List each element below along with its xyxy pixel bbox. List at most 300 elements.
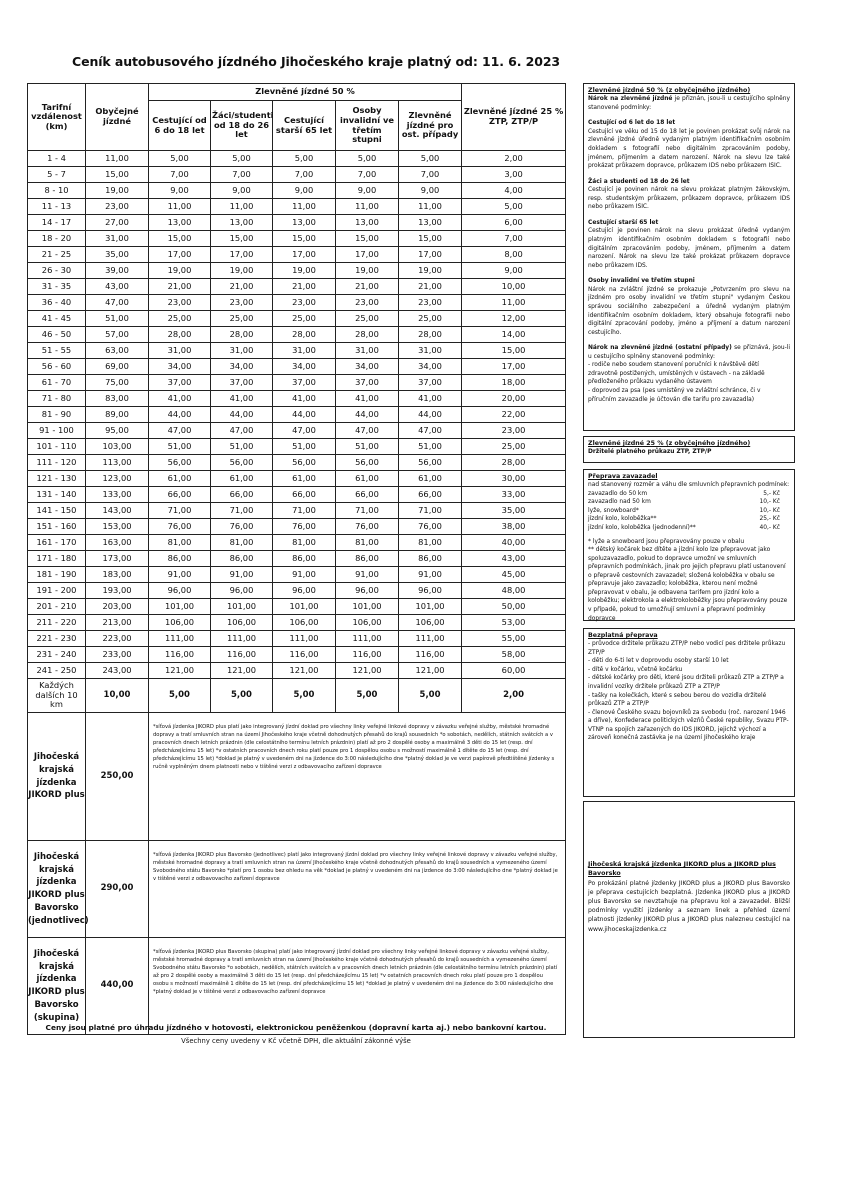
table-cell: 106,00 <box>273 615 336 631</box>
table-cell: 23,00 <box>149 295 211 311</box>
section-title: Cestující od 6 let do 18 let <box>588 120 676 127</box>
table-row <box>28 295 566 311</box>
table-cell: 17,00 <box>211 247 273 263</box>
regular-fare-cell: 39,00 <box>86 263 149 279</box>
distance-cell: 241 - 250 <box>28 663 86 679</box>
table-row <box>28 375 566 391</box>
each-10km-label: Každých dalších 10 km <box>28 679 86 713</box>
header-disabled: Osoby invalidní ve třetím stupni <box>336 101 399 151</box>
distance-cell: 111 - 120 <box>28 455 86 471</box>
list-item <box>588 515 790 524</box>
table-cell: 47,00 <box>336 423 399 439</box>
regular-fare-cell: 153,00 <box>86 519 149 535</box>
table-cell: 38,00 <box>462 519 566 535</box>
distance-cell: 201 - 210 <box>28 599 86 615</box>
table-cell: 41,00 <box>336 391 399 407</box>
distance-cell: 141 - 150 <box>28 503 86 519</box>
table-cell: 34,00 <box>399 359 462 375</box>
page-title: Ceník autobusového jízdného Jihočeského kraje platný od: 11. 6. 2023 <box>72 54 561 69</box>
table-cell: 81,00 <box>273 535 336 551</box>
table-cell: 111,00 <box>399 631 462 647</box>
table-cell: 5,00 <box>149 679 211 713</box>
distance-cell: 14 - 17 <box>28 215 86 231</box>
table-cell: 116,00 <box>211 647 273 663</box>
footnote: * lyže a snowboard jsou přepravovány pouze v obalu <box>588 538 745 545</box>
table-cell: 25,00 <box>399 311 462 327</box>
table-cell: 31,00 <box>149 343 211 359</box>
list-item: - děti do 6-ti let v doprovodu osoby starší 10 let <box>588 658 729 665</box>
table-cell: 71,00 <box>273 503 336 519</box>
table-row <box>28 567 566 583</box>
table-row <box>28 231 566 247</box>
table-cell: 17,00 <box>336 247 399 263</box>
section-title: Žáci a studenti od 18 do 26 let <box>588 178 690 185</box>
table-cell: 6,00 <box>462 215 566 231</box>
table-cell: 41,00 <box>399 391 462 407</box>
distance-cell: 41 - 45 <box>28 311 86 327</box>
regular-fare-cell: 223,00 <box>86 631 149 647</box>
table-cell: 10,00 <box>86 679 149 713</box>
distance-cell: 51 - 55 <box>28 343 86 359</box>
distance-cell: 18 - 20 <box>28 231 86 247</box>
regular-fare-cell: 113,00 <box>86 455 149 471</box>
regular-fare-cell: 183,00 <box>86 567 149 583</box>
table-cell: 91,00 <box>399 567 462 583</box>
box-heading: Bezplatná přeprava <box>588 632 658 639</box>
free-transport-list <box>588 640 790 743</box>
table-cell: 31,00 <box>273 343 336 359</box>
table-cell: 61,00 <box>273 471 336 487</box>
table-cell: 5,00 <box>462 199 566 215</box>
table-cell: 121,00 <box>211 663 273 679</box>
table-cell: 121,00 <box>273 663 336 679</box>
regular-fare-cell: 23,00 <box>86 199 149 215</box>
regular-fare-cell: 213,00 <box>86 615 149 631</box>
table-cell: 51,00 <box>211 439 273 455</box>
table-cell: 9,00 <box>149 183 211 199</box>
regular-fare-cell: 103,00 <box>86 439 149 455</box>
table-cell: 51,00 <box>336 439 399 455</box>
table-cell: 21,00 <box>211 279 273 295</box>
table-row <box>28 407 566 423</box>
table-cell: 61,00 <box>211 471 273 487</box>
table-cell: 34,00 <box>336 359 399 375</box>
table-row <box>28 183 566 199</box>
table-cell: 55,00 <box>462 631 566 647</box>
table-cell: 12,00 <box>462 311 566 327</box>
table-cell: 5,00 <box>399 151 462 167</box>
table-cell: 28,00 <box>399 327 462 343</box>
table-cell: 81,00 <box>399 535 462 551</box>
table-cell: 44,00 <box>336 407 399 423</box>
table-cell: 66,00 <box>211 487 273 503</box>
list-item: - doprovod za psa (pes umístěný ve zvláštní schránce, či v příručním zavazadle je účtován dle tarifu pro zavazadla) <box>588 388 761 403</box>
regular-fare-cell: 35,00 <box>86 247 149 263</box>
table-cell: 5,00 <box>273 679 336 713</box>
table-cell: 9,00 <box>211 183 273 199</box>
regular-fare-cell: 173,00 <box>86 551 149 567</box>
table-cell: 35,00 <box>462 503 566 519</box>
table-cell: 51,00 <box>399 439 462 455</box>
ticket-note: *síťová jízdenka JIKORD plus Bavorsko (jednotlivec) platí jako integrovaný jízdní doklad pro všechny linky veřejné linkové dopravy v závazku veřejné služby, městské hromadné dopravy a tratí smluvních stran na území Jihočeského kraje včetně dohodnutých přesahů do krajů sousedních a vymezeného území Svobodného státu Bavorsko *platí pro 1 osobu bez ohledu na věk *doklad je platný v uvedeném dni na jízdence do 3:00 následujícího dne *platný doklad je v tištěné verzi z odbavovacího zařízení dopravce <box>149 841 566 938</box>
table-row <box>28 631 566 647</box>
table-cell: 81,00 <box>336 535 399 551</box>
table-cell: 91,00 <box>149 567 211 583</box>
luggage-price-list <box>588 490 790 533</box>
list-item: - členové Českého svazu bojovníků za svobodu (roč. narození 1946 a dříve), Konfederace politických vězňů České republiky, Svazu PTP-VTNP na spojích zařazených do IDS JIKORD, jejichž výchozí a zároveň konečná zastávka je na území Jihočeského kraje <box>588 709 789 742</box>
table-row <box>28 423 566 439</box>
table-cell: 5,00 <box>336 679 399 713</box>
table-cell: 11,00 <box>211 199 273 215</box>
section-title: Osoby invalidní ve třetím stupni <box>588 278 695 285</box>
table-cell: 101,00 <box>399 599 462 615</box>
table-cell: 2,00 <box>462 151 566 167</box>
table-cell: 25,00 <box>462 439 566 455</box>
header-regular: Obyčejné jízdné <box>86 84 149 151</box>
list-item: - dětské kočárky pro děti, které jsou držiteli průkazů ZTP a ZTP/P a invalidní vozíky držitele průkazů ZTP a ZTP/P <box>588 675 784 690</box>
regular-fare-cell: 15,00 <box>86 167 149 183</box>
table-cell: 101,00 <box>273 599 336 615</box>
item-label: lyže, snowboard* <box>588 507 639 514</box>
table-cell: 13,00 <box>149 215 211 231</box>
table-row <box>28 647 566 663</box>
item-price: 5,- Kč <box>763 490 780 497</box>
table-cell: 15,00 <box>149 231 211 247</box>
table-cell: 40,00 <box>462 535 566 551</box>
regular-fare-cell: 193,00 <box>86 583 149 599</box>
jikord-info-box <box>583 801 795 1038</box>
table-cell: 61,00 <box>336 471 399 487</box>
table-row <box>28 519 566 535</box>
table-cell: 9,00 <box>336 183 399 199</box>
table-cell: 9,00 <box>399 183 462 199</box>
table-cell: 28,00 <box>462 455 566 471</box>
table-cell: 21,00 <box>336 279 399 295</box>
table-cell: 44,00 <box>273 407 336 423</box>
header-students: Žáci/studenti od 18 do 26 let <box>211 101 273 151</box>
table-cell: 96,00 <box>273 583 336 599</box>
distance-cell: 131 - 140 <box>28 487 86 503</box>
regular-fare-cell: 83,00 <box>86 391 149 407</box>
regular-fare-cell: 133,00 <box>86 487 149 503</box>
regular-fare-cell: 19,00 <box>86 183 149 199</box>
table-cell: 44,00 <box>211 407 273 423</box>
table-cell: 7,00 <box>211 167 273 183</box>
item-label: zavazadlo do 50 km <box>588 490 648 497</box>
table-cell: 66,00 <box>399 487 462 503</box>
table-cell: 111,00 <box>336 631 399 647</box>
ticket-price: 440,00 <box>86 938 149 1035</box>
table-cell: 3,00 <box>462 167 566 183</box>
regular-fare-cell: 95,00 <box>86 423 149 439</box>
table-cell: 44,00 <box>149 407 211 423</box>
distance-cell: 1 - 4 <box>28 151 86 167</box>
ticket-name: Jihočeská krajská jízdenka JIKORD plus Bavorsko (skupina) <box>28 938 86 1035</box>
table-cell: 19,00 <box>149 263 211 279</box>
list-item <box>588 490 790 499</box>
table-cell: 18,00 <box>462 375 566 391</box>
table-cell: 11,00 <box>399 199 462 215</box>
table-row <box>28 487 566 503</box>
table-cell: 41,00 <box>273 391 336 407</box>
table-cell: 8,00 <box>462 247 566 263</box>
box-heading: Jihočeská krajská jízdenka JIKORD plus a JIKORD plus Bavorsko <box>588 861 776 878</box>
table-cell: 25,00 <box>149 311 211 327</box>
box-heading: Zlevněné jízdné 25 % (z obyčejného jízdného) <box>588 440 751 447</box>
ticket-row-jikord-plus <box>28 713 566 841</box>
table-cell: 23,00 <box>399 295 462 311</box>
table-cell: 7,00 <box>336 167 399 183</box>
table-cell: 5,00 <box>336 151 399 167</box>
regular-fare-cell: 89,00 <box>86 407 149 423</box>
table-cell: 86,00 <box>399 551 462 567</box>
table-cell: 86,00 <box>273 551 336 567</box>
table-cell: 21,00 <box>273 279 336 295</box>
table-cell: 17,00 <box>462 359 566 375</box>
table-row <box>28 583 566 599</box>
table-cell: 116,00 <box>399 647 462 663</box>
table-row <box>28 535 566 551</box>
table-row <box>28 167 566 183</box>
table-cell: 23,00 <box>211 295 273 311</box>
table-cell: 76,00 <box>149 519 211 535</box>
table-cell: 33,00 <box>462 487 566 503</box>
item-price: 10,- Kč <box>759 499 780 506</box>
regular-fare-cell: 123,00 <box>86 471 149 487</box>
table-cell: 71,00 <box>336 503 399 519</box>
table-cell: 28,00 <box>273 327 336 343</box>
table-cell: 106,00 <box>336 615 399 631</box>
item-label: jízdní kolo, koloběžka** <box>588 516 657 523</box>
regular-fare-cell: 27,00 <box>86 215 149 231</box>
regular-fare-cell: 63,00 <box>86 343 149 359</box>
table-cell: 11,00 <box>149 199 211 215</box>
table-row <box>28 311 566 327</box>
table-cell: 13,00 <box>273 215 336 231</box>
list-item: - průvodce držitele průkazu ZTP/P nebo vodicí pes držitele průkazu ZTP/P <box>588 641 786 656</box>
item-price: 25,- Kč <box>759 516 780 523</box>
item-price: 10,- Kč <box>759 507 780 514</box>
header-discount50: Zlevněné jízdné 50 % <box>149 84 462 101</box>
distance-cell: 61 - 70 <box>28 375 86 391</box>
item-label: jízdní kolo, koloběžka (jednodenní)** <box>588 524 696 531</box>
table-cell: 34,00 <box>211 359 273 375</box>
ticket-row-bavorsko-group <box>28 938 566 1035</box>
table-row <box>28 343 566 359</box>
distance-cell: 36 - 40 <box>28 295 86 311</box>
table-row <box>28 599 566 615</box>
table-cell: 106,00 <box>211 615 273 631</box>
table-cell: 37,00 <box>336 375 399 391</box>
table-cell: 11,00 <box>336 199 399 215</box>
list-item: - rodiče nebo soudem stanovení poručníci k návštěvě dětí zdravotně postižených, umístěných v ústavech - na základě předloženého průkazu vydaného ústavem <box>588 362 765 386</box>
table-cell: 15,00 <box>336 231 399 247</box>
table-cell: 66,00 <box>149 487 211 503</box>
box-heading: Přeprava zavazadel <box>588 473 658 480</box>
table-cell: 13,00 <box>336 215 399 231</box>
table-cell: 5,00 <box>399 679 462 713</box>
distance-cell: 181 - 190 <box>28 567 86 583</box>
fare-table <box>27 83 566 1035</box>
table-cell: 15,00 <box>399 231 462 247</box>
distance-cell: 21 - 25 <box>28 247 86 263</box>
ticket-name: Jihočeská krajská jízdenka JIKORD plus Bavorsko (jednotlivec) <box>28 841 86 938</box>
table-cell: 86,00 <box>336 551 399 567</box>
table-cell: 21,00 <box>149 279 211 295</box>
table-row <box>28 279 566 295</box>
table-cell: 25,00 <box>336 311 399 327</box>
table-row <box>28 551 566 567</box>
table-cell: 66,00 <box>336 487 399 503</box>
table-cell: 5,00 <box>211 151 273 167</box>
ticket-note: *síťová jízdenka JIKORD plus Bavorsko (skupina) platí jako integrovaný jízdní doklad pro všechny linky veřejné linkové dopravy v závazku veřejné služby, městské hromadné dopravy a tratí smluvních stran na území Jihočeského kraje včetně dohodnutých přesahů do krajů sousedních a vymezeného území Svobodného státu Bavorsko *o sobotách, nedělích, státních svátcích a v pracovních dnech letních prázdnin (dle celostátního termínu letních prázdnin) platí až pro 2 dospělé osoby a maximálně 3 děti do 15 let (resp. dní předcházejícímu 15 let) *v ostatních pracovních dnech roku platí pouze pro 1 dospělou osobu s možností maximálně 1 dítěte do 15 let (resp. dní předcházejícímu 15 let) *doklad je platný v uvedeném dni na jízdence do 3:00 následujícího dne *platný doklad je v tištěné verzi z odbavovacího zařízení dopravce <box>149 938 566 1035</box>
table-cell: 50,00 <box>462 599 566 615</box>
regular-fare-cell: 143,00 <box>86 503 149 519</box>
table-cell: 11,00 <box>273 199 336 215</box>
table-cell: 34,00 <box>273 359 336 375</box>
table-cell: 96,00 <box>211 583 273 599</box>
table-cell: 116,00 <box>273 647 336 663</box>
regular-fare-cell: 31,00 <box>86 231 149 247</box>
distance-cell: 101 - 110 <box>28 439 86 455</box>
table-cell: 96,00 <box>149 583 211 599</box>
box-intro: je přiznán, jsou-li u cestujícího splněny stanovené podmínky: <box>588 96 790 111</box>
table-cell: 56,00 <box>211 455 273 471</box>
table-cell: 43,00 <box>462 551 566 567</box>
table-cell: 51,00 <box>149 439 211 455</box>
table-cell: 17,00 <box>399 247 462 263</box>
distance-cell: 91 - 100 <box>28 423 86 439</box>
table-cell: 111,00 <box>149 631 211 647</box>
table-cell: 71,00 <box>399 503 462 519</box>
ticket-price: 250,00 <box>86 713 149 841</box>
table-cell: 58,00 <box>462 647 566 663</box>
table-cell: 76,00 <box>399 519 462 535</box>
table-cell: 116,00 <box>336 647 399 663</box>
footer-vat-note: Všechny ceny uvedeny v Kč včetně DPH, dle aktuální zákonné výše <box>181 1037 411 1045</box>
table-cell: 51,00 <box>273 439 336 455</box>
table-cell: 101,00 <box>336 599 399 615</box>
section-text: Cestující je povinen nárok na slevu prokázat úředně vydaným platným identifikačním osobním dokladem s fotografií nebo digitálním zpracováním podoby, jménem, příjmením a datem narození. Nárok na slevu lze také prokázat průkazem dopravce nebo průkazem IDS. <box>588 228 790 269</box>
table-cell: 66,00 <box>273 487 336 503</box>
section-text: Cestující je povinen nárok na slevu prokázat platným žákovským, resp. studentským průkazem, průkazem dopravce, průkazem IDS nebo průkazem ISIC. <box>588 187 790 211</box>
distance-cell: 171 - 180 <box>28 551 86 567</box>
table-cell: 121,00 <box>399 663 462 679</box>
regular-fare-cell: 163,00 <box>86 535 149 551</box>
regular-fare-cell: 75,00 <box>86 375 149 391</box>
table-row <box>28 663 566 679</box>
table-cell: 31,00 <box>399 343 462 359</box>
table-cell: 96,00 <box>399 583 462 599</box>
table-cell: 28,00 <box>336 327 399 343</box>
box-heading: Zlevněné jízdné 50 % (z obyčejného jízdného) <box>588 87 751 94</box>
table-cell: 5,00 <box>273 151 336 167</box>
table-row <box>28 439 566 455</box>
distance-cell: 26 - 30 <box>28 263 86 279</box>
table-cell: 22,00 <box>462 407 566 423</box>
table-cell: 71,00 <box>211 503 273 519</box>
table-cell: 60,00 <box>462 663 566 679</box>
table-cell: 31,00 <box>336 343 399 359</box>
table-cell: 71,00 <box>149 503 211 519</box>
list-item <box>588 524 790 533</box>
table-cell: 25,00 <box>211 311 273 327</box>
table-cell: 61,00 <box>399 471 462 487</box>
table-cell: 121,00 <box>336 663 399 679</box>
table-cell: 23,00 <box>336 295 399 311</box>
free-transport-info-box <box>583 628 795 797</box>
distance-cell: 31 - 35 <box>28 279 86 295</box>
box-intro: nad stanovený rozměr a váhu dle smluvních přepravních podmínek: <box>588 482 790 489</box>
table-row <box>28 471 566 487</box>
regular-fare-cell: 57,00 <box>86 327 149 343</box>
discount50-info-box <box>583 83 795 431</box>
table-row <box>28 215 566 231</box>
table-cell: 19,00 <box>273 263 336 279</box>
list-item <box>588 498 790 507</box>
table-cell: 30,00 <box>462 471 566 487</box>
regular-fare-cell: 203,00 <box>86 599 149 615</box>
table-cell: 37,00 <box>149 375 211 391</box>
table-cell: 91,00 <box>211 567 273 583</box>
header-age-6-18: Cestující od 6 do 18 let <box>149 101 211 151</box>
regular-fare-cell: 51,00 <box>86 311 149 327</box>
item-label: zavazadlo nad 50 km <box>588 499 651 506</box>
table-row <box>28 199 566 215</box>
table-cell: 31,00 <box>211 343 273 359</box>
table-row <box>28 327 566 343</box>
table-row <box>28 263 566 279</box>
table-cell: 45,00 <box>462 567 566 583</box>
table-cell: 48,00 <box>462 583 566 599</box>
regular-fare-cell: 47,00 <box>86 295 149 311</box>
table-cell: 56,00 <box>273 455 336 471</box>
table-row <box>28 503 566 519</box>
table-cell: 111,00 <box>273 631 336 647</box>
section-text: Cestující ve věku od 15 do 18 let je povinen prokázat svůj nárok na zlevněné jízdné úředně vydaným platným identifikačním osobním dokladem s fotografií nebo digitálním zpracováním podoby, jménem, příjmením a datem narození. Nárok na slevu lze také prokázat průkazem dopravce, průkazem IDS nebo průkazem ISIC. <box>588 128 790 170</box>
table-cell: 76,00 <box>336 519 399 535</box>
header-seniors: Cestující starší 65 let <box>273 101 336 151</box>
table-row <box>28 615 566 631</box>
distance-cell: 8 - 10 <box>28 183 86 199</box>
table-cell: 13,00 <box>211 215 273 231</box>
luggage-info-box <box>583 469 795 621</box>
distance-cell: 71 - 80 <box>28 391 86 407</box>
table-cell: 111,00 <box>211 631 273 647</box>
table-cell: 4,00 <box>462 183 566 199</box>
table-cell: 19,00 <box>336 263 399 279</box>
table-cell: 101,00 <box>149 599 211 615</box>
distance-cell: 211 - 220 <box>28 615 86 631</box>
table-cell: 7,00 <box>273 167 336 183</box>
table-cell: 81,00 <box>211 535 273 551</box>
table-cell: 47,00 <box>399 423 462 439</box>
section-text: Nárok na zvláštní jízdné se prokazuje „Potvrzením pro slevu na jízdném pro osoby invalidní ve třetím stupni" vydaným Českou správou sociálního zabezpečení a úředně vydaným platným identifikačním osobním dokladem, který obsahuje fotografii nebo digitální zpracování podoby, jméno a příjmení a datum narození cestujícího. <box>588 286 790 336</box>
regular-fare-cell: 69,00 <box>86 359 149 375</box>
section-title: Cestující starší 65 let <box>588 219 659 226</box>
table-cell: 96,00 <box>336 583 399 599</box>
header-other-cases: Zlevněné jízdné pro ost. případy <box>399 101 462 151</box>
table-cell: 19,00 <box>211 263 273 279</box>
distance-cell: 81 - 90 <box>28 407 86 423</box>
table-cell: 17,00 <box>149 247 211 263</box>
table-row <box>28 247 566 263</box>
distance-cell: 151 - 160 <box>28 519 86 535</box>
table-cell: 23,00 <box>462 423 566 439</box>
table-cell: 14,00 <box>462 327 566 343</box>
list-item: - dítě v kočárku, včetně kočárku <box>588 666 683 673</box>
regular-fare-cell: 243,00 <box>86 663 149 679</box>
